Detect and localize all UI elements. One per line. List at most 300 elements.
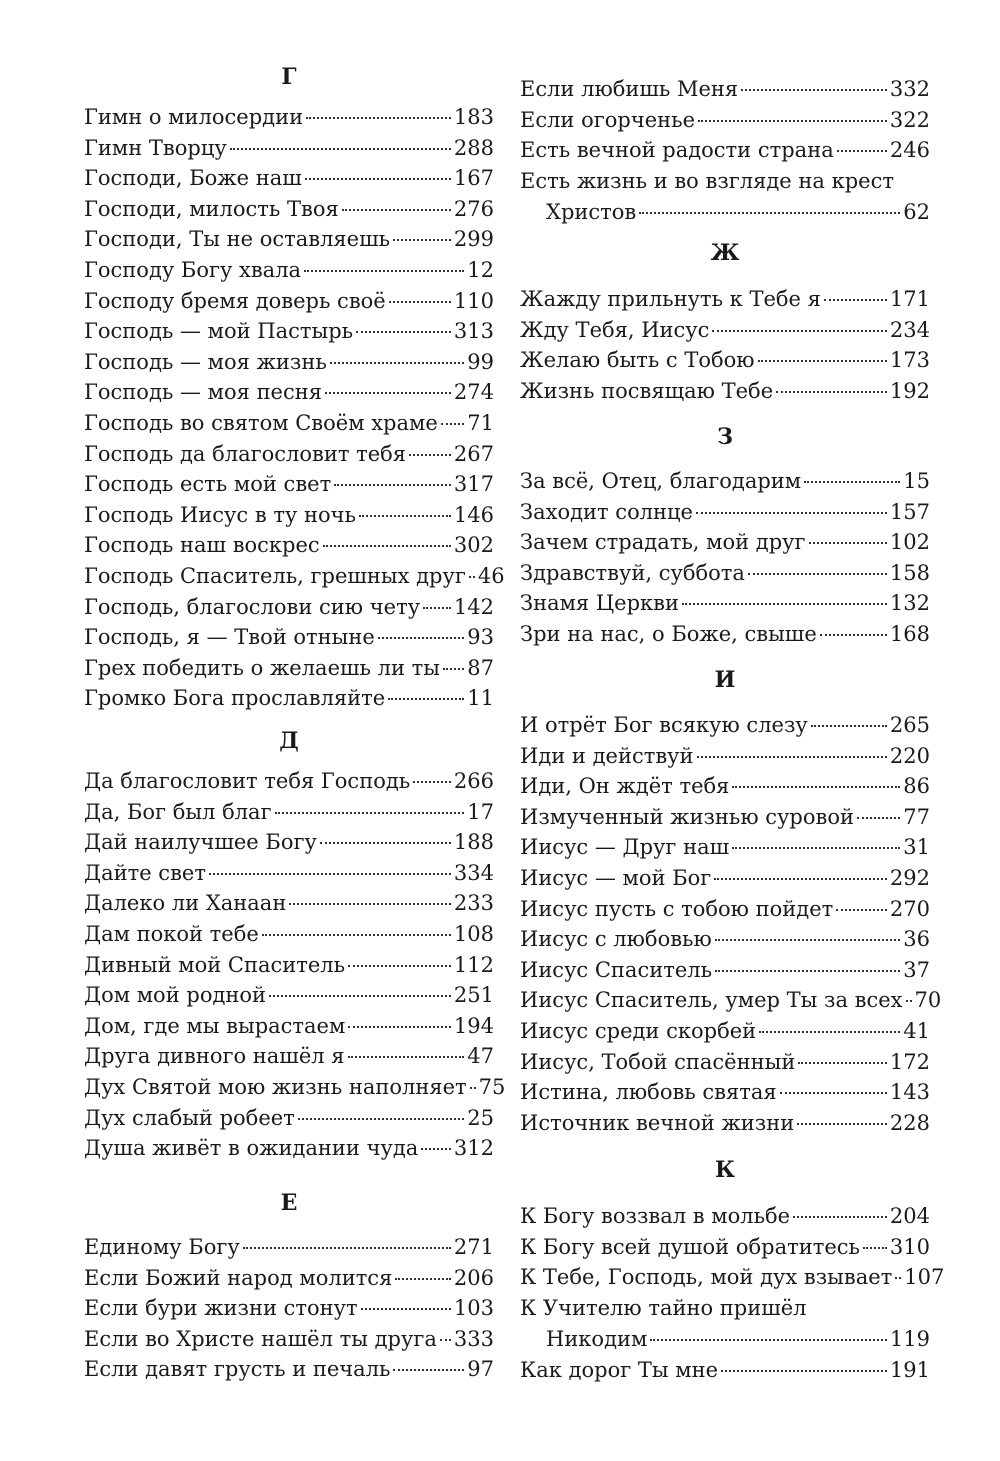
- entry-page-number: 317: [453, 472, 494, 497]
- section-heading-zh: Ж: [710, 240, 740, 266]
- dot-leader: [721, 1370, 887, 1372]
- index-entry: [84, 1263, 494, 1294]
- index-entry: [84, 469, 494, 500]
- entry-page-number: 146: [453, 502, 494, 527]
- dot-leader: [798, 1062, 887, 1064]
- index-entry: [84, 224, 494, 255]
- dot-leader: [741, 89, 887, 91]
- entry-page-number: 192: [889, 378, 930, 403]
- entry-title: Единому Богу: [84, 1235, 240, 1259]
- index-entry: [84, 316, 494, 347]
- dot-leader: [393, 1369, 464, 1371]
- entry-title-line2: Христов: [546, 199, 637, 224]
- entry-title: К Богу воззвал в мольбе: [520, 1204, 791, 1228]
- entry-title: Жду Тебя, Иисус: [520, 317, 710, 342]
- index-entry: [84, 950, 494, 981]
- index-entry: [520, 1262, 945, 1293]
- dot-leader: [393, 239, 451, 241]
- dot-leader: [304, 270, 464, 272]
- entry-page-number: 188: [453, 830, 494, 855]
- index-entry: [520, 863, 930, 894]
- entry-title: Дам покой тебе: [84, 921, 259, 946]
- entry-page-number: 246: [889, 138, 930, 163]
- entry-page-number: 112: [453, 952, 494, 977]
- dot-leader: [793, 1216, 887, 1218]
- entry-page-number: 276: [453, 196, 494, 221]
- index-entry: [520, 1201, 930, 1232]
- dot-leader: [378, 637, 464, 639]
- entry-page-number: 333: [453, 1326, 494, 1351]
- index-entry: [520, 588, 930, 619]
- entry-page-number: 93: [467, 625, 494, 650]
- entry-page-number: 77: [903, 804, 930, 829]
- section-heading-k: К: [714, 1157, 735, 1183]
- entry-title: Жажду прильнуть к Тебе я: [520, 287, 821, 311]
- entry-page-number: 288: [453, 135, 494, 160]
- entry-title: Господь наш воскрес: [84, 533, 320, 558]
- dot-leader: [836, 909, 887, 911]
- entry-page-number: 292: [889, 865, 930, 890]
- entry-page-number: 322: [889, 107, 930, 132]
- dot-leader: [230, 148, 451, 150]
- entry-title: Иди, Он ждёт тебя: [520, 774, 730, 799]
- entry-page-number: 62: [903, 199, 930, 224]
- entry-title: Гимн Творцу: [84, 135, 227, 160]
- entry-title: Душа живёт в ожидании чуда: [84, 1136, 419, 1161]
- entry-title: Жизнь посвящаю Тебе: [520, 378, 774, 403]
- index-entry: [520, 924, 930, 955]
- entry-title: Господь во святом Своём храме: [84, 410, 438, 435]
- dot-leader: [732, 786, 900, 788]
- section-g-list: [84, 102, 505, 714]
- entry-title: Заходит солнце: [520, 499, 693, 524]
- dot-leader: [824, 299, 887, 301]
- index-entry: [84, 797, 494, 828]
- entry-title: Если огорченье: [520, 107, 696, 132]
- index-entry: [520, 710, 930, 741]
- entry-page-number: 167: [453, 166, 494, 191]
- entry-page-number: 302: [453, 533, 494, 558]
- index-entry: [520, 771, 930, 802]
- dot-leader: [811, 725, 887, 727]
- entry-page-number: 157: [889, 499, 930, 524]
- section-i-list: [520, 710, 942, 1138]
- entry-page-number: 108: [453, 921, 494, 946]
- index-entry: [520, 135, 930, 166]
- entry-title: Иисус среди скорбей: [520, 1018, 757, 1043]
- entry-page-number: 107: [904, 1265, 945, 1290]
- dot-leader: [348, 1056, 465, 1058]
- entry-page-number: 87: [467, 655, 494, 680]
- dot-leader: [857, 817, 900, 819]
- dot-leader: [714, 878, 887, 880]
- index-entry: [84, 683, 494, 714]
- entry-title: И отрёт Бог всякую слезу: [520, 713, 808, 737]
- entry-title: Господу бремя доверь своё: [84, 288, 386, 313]
- dot-leader: [334, 484, 451, 486]
- index-entry: [520, 741, 930, 772]
- index-entry: [520, 315, 930, 346]
- entry-page-number: 142: [453, 594, 494, 619]
- entry-title: Господь — мой Пастырь: [84, 319, 354, 344]
- index-entry: [84, 1354, 494, 1385]
- index-entry: [84, 980, 494, 1011]
- entry-page-number: 334: [453, 860, 494, 885]
- dot-leader: [809, 542, 887, 544]
- index-entry: [520, 802, 930, 833]
- entry-page-number: 132: [889, 591, 930, 616]
- dot-leader: [469, 576, 475, 578]
- entry-page-number: 228: [889, 1110, 930, 1135]
- entry-title: Далеко ли Ханаан: [84, 891, 287, 916]
- index-entry: [520, 558, 930, 589]
- entry-page-number: 206: [453, 1265, 494, 1290]
- entry-page-number: 25: [467, 1105, 494, 1130]
- index-entry: [520, 284, 930, 315]
- entry-title: Иисус Спаситель: [520, 957, 713, 982]
- entry-page-number: 171: [889, 287, 930, 311]
- dot-leader: [409, 454, 451, 456]
- index-entry: [520, 466, 930, 497]
- index-entry: [84, 1324, 494, 1355]
- index-entry: [520, 105, 930, 136]
- dot-leader: [298, 1118, 464, 1120]
- entry-title: Знамя Церкви: [520, 591, 679, 616]
- section-k-list: [520, 1201, 945, 1293]
- entry-page-number: 158: [889, 560, 930, 585]
- entry-title: За всё, Отец, благодарим: [520, 469, 802, 493]
- entry-page-number: 86: [903, 774, 930, 799]
- index-entry: [520, 832, 930, 863]
- index-entry: [520, 1232, 930, 1263]
- entry-page-number: 119: [889, 1326, 930, 1351]
- dot-leader: [323, 545, 451, 547]
- entry-title: Да, Бог был благ: [84, 799, 272, 824]
- entry-title: Господь есть мой свет: [84, 472, 332, 497]
- section-k-two-line: [520, 1293, 930, 1354]
- entry-page-number: 251: [453, 983, 494, 1008]
- dot-leader: [776, 391, 887, 393]
- dot-leader: [330, 362, 465, 364]
- dot-leader: [732, 847, 900, 849]
- dot-leader: [470, 1087, 476, 1089]
- entry-title-line1: К Учителю тайно пришёл: [520, 1296, 807, 1320]
- entry-page-number: 12: [467, 257, 494, 282]
- entry-title: Желаю быть с Тобою: [520, 348, 755, 373]
- entry-title: Источник вечной жизни: [520, 1110, 795, 1135]
- dot-leader: [682, 603, 887, 605]
- index-entry: [520, 1047, 930, 1078]
- section-k-after-list: [520, 1355, 930, 1386]
- dot-leader: [758, 360, 887, 362]
- entry-title: Иисус с любовью: [520, 927, 712, 952]
- entry-title: Дивный мой Спаситель: [84, 952, 346, 977]
- index-entry: [84, 347, 494, 378]
- entry-title: Зачем страдать, мой друг: [520, 530, 806, 555]
- dot-leader: [715, 939, 901, 941]
- section-heading-i: И: [714, 667, 736, 693]
- entry-page-number: 99: [467, 349, 494, 374]
- entry-title: Если давят грусть и печаль: [84, 1357, 391, 1382]
- entry-page-number: 194: [453, 1013, 494, 1038]
- dot-leader: [388, 698, 464, 700]
- index-entry: [520, 527, 930, 558]
- entry-title: Есть вечной радости страна: [520, 138, 834, 163]
- entry-title: К Тебе, Господь, мой дух взывает: [520, 1265, 893, 1290]
- entry-page-number: 204: [889, 1204, 930, 1228]
- entry-title: Дайте свет: [84, 860, 206, 885]
- dot-leader: [389, 301, 451, 303]
- dot-leader: [356, 331, 451, 333]
- section-heading-d: Д: [279, 728, 299, 754]
- dot-leader: [443, 668, 464, 670]
- entry-page-number: 70: [914, 988, 942, 1013]
- dot-leader: [712, 330, 886, 332]
- entry-title: Иди и действуй: [520, 743, 694, 768]
- entry-title: Друга дивного нашёл я: [84, 1044, 345, 1069]
- index-entry: [84, 766, 494, 797]
- dot-leader: [906, 1000, 912, 1002]
- entry-page-number: 37: [903, 957, 930, 982]
- dot-leader: [863, 1247, 887, 1249]
- index-entry: [520, 985, 942, 1016]
- entry-title-line1: Есть жизнь и во взгляде на крест: [520, 169, 894, 193]
- index-entry: [520, 74, 930, 105]
- dot-leader: [697, 756, 887, 758]
- dot-leader: [209, 873, 451, 875]
- entry-title: Господь, я — Твой отныне: [84, 625, 375, 650]
- entry-title: Господь — моя песня: [84, 380, 322, 405]
- index-entry: [84, 102, 494, 133]
- entry-page-number: 270: [889, 896, 930, 921]
- entry-page-number: 75: [478, 1074, 506, 1099]
- index-entry: [84, 1133, 494, 1164]
- entry-page-number: 11: [467, 686, 494, 711]
- entry-title: Если любишь Меня: [520, 77, 739, 101]
- entry-page-number: 191: [889, 1358, 930, 1382]
- entry-page-number: 110: [453, 288, 494, 313]
- entry-title-line2: Никодим: [546, 1326, 648, 1351]
- entry-title: Иисус пусть с тобою пойдет: [520, 896, 834, 921]
- entry-title: Здравствуй, суббота: [520, 560, 745, 585]
- index-entry: [520, 166, 930, 227]
- entry-title: Дух Святой мою жизнь наполняет: [84, 1074, 467, 1099]
- index-entry: [84, 919, 494, 950]
- dot-leader: [698, 120, 887, 122]
- section-heading-e: Е: [280, 1190, 298, 1216]
- entry-page-number: 31: [903, 835, 930, 860]
- entry-page-number: 103: [453, 1296, 494, 1321]
- entry-page-number: 313: [453, 319, 494, 344]
- entry-title: Дом, где мы вырастаем: [84, 1013, 346, 1038]
- entry-page-number: 15: [903, 469, 930, 493]
- index-entry: [84, 1041, 494, 1072]
- entry-title: Господи, милость Твоя: [84, 196, 339, 221]
- entry-page-number: 233: [453, 891, 494, 916]
- entry-title: Иисус, Тобой спасённый: [520, 1049, 796, 1074]
- section-zh-list: [520, 284, 930, 406]
- entry-title: Истина, любовь святая: [520, 1080, 777, 1105]
- section-z-list: [520, 466, 930, 650]
- entry-page-number: 41: [903, 1018, 930, 1043]
- entry-page-number: 102: [889, 530, 930, 555]
- section-e-continued-two-line: [520, 166, 930, 227]
- entry-title: Господу Богу хвала: [84, 257, 302, 282]
- index-entry: [84, 163, 494, 194]
- entry-title: Дай наилучшее Богу: [84, 830, 317, 855]
- entry-page-number: 168: [889, 621, 930, 646]
- index-entry: [84, 133, 494, 164]
- entry-page-number: 17: [467, 799, 494, 824]
- dot-leader: [325, 392, 451, 394]
- index-entry: [520, 1077, 930, 1108]
- dot-leader: [650, 1339, 887, 1341]
- entry-page-number: 267: [453, 441, 494, 466]
- index-entry: [84, 561, 505, 592]
- dot-leader: [275, 812, 465, 814]
- entry-page-number: 271: [453, 1235, 494, 1259]
- section-heading-g: Г: [281, 64, 297, 90]
- index-entry: [84, 858, 494, 889]
- index-entry: [84, 286, 494, 317]
- index-entry: [84, 377, 494, 408]
- dot-leader: [289, 903, 451, 905]
- index-entry: [84, 408, 494, 439]
- index-entry: [84, 194, 494, 225]
- entry-title: Если бури жизни стонут: [84, 1296, 358, 1321]
- index-entry: [84, 653, 494, 684]
- section-e-continued-list: [520, 74, 930, 166]
- entry-title: Дух слабый робеет: [84, 1105, 295, 1130]
- entry-title: Иисус — Друг наш: [520, 835, 730, 860]
- dot-leader: [262, 934, 451, 936]
- entry-title: Как дорог Ты мне: [520, 1358, 719, 1382]
- dot-leader: [696, 512, 887, 514]
- dot-leader: [780, 1092, 887, 1094]
- index-entry: [84, 1011, 494, 1042]
- entry-page-number: 47: [467, 1044, 494, 1069]
- entry-title: Иисус — мой Бог: [520, 865, 712, 890]
- entry-title: Иисус Спаситель, умер Ты за всех: [520, 988, 903, 1013]
- index-entry: [84, 255, 494, 286]
- entry-page-number: 332: [889, 77, 930, 101]
- dot-leader: [359, 515, 451, 517]
- entry-page-number: 220: [889, 743, 930, 768]
- entry-page-number: 312: [453, 1136, 494, 1161]
- entry-title: Если Божий народ молится: [84, 1265, 393, 1290]
- dot-leader: [820, 634, 887, 636]
- entry-title: Господи, Боже наш: [84, 166, 302, 191]
- dot-leader: [895, 1277, 901, 1279]
- dot-leader: [748, 573, 887, 575]
- entry-page-number: 266: [453, 769, 494, 793]
- index-entry: [520, 1355, 930, 1386]
- dot-leader: [342, 209, 451, 211]
- entry-page-number: 310: [889, 1234, 930, 1259]
- entry-title: Да благословит тебя Господь: [84, 769, 411, 793]
- dot-leader: [306, 117, 451, 119]
- dot-leader: [423, 607, 451, 609]
- dot-leader: [715, 970, 900, 972]
- index-entry: [520, 955, 930, 986]
- dot-leader: [440, 1339, 451, 1341]
- section-heading-z: З: [717, 424, 733, 450]
- entry-title: Если во Христе нашёл ты друга: [84, 1326, 437, 1351]
- dot-leader: [421, 1148, 451, 1150]
- dot-leader: [269, 995, 451, 997]
- index-entry: [520, 497, 930, 528]
- index-entry: [84, 500, 494, 531]
- entry-title: Господь да благословит тебя: [84, 441, 407, 466]
- dot-leader: [797, 1123, 887, 1125]
- index-entry: [520, 619, 930, 650]
- dot-leader: [804, 481, 900, 483]
- entry-page-number: 183: [453, 105, 494, 129]
- dot-leader: [243, 1247, 451, 1249]
- dot-leader: [395, 1278, 451, 1280]
- index-entry: [84, 530, 494, 561]
- entry-title: Зри на нас, о Боже, свыше: [520, 621, 817, 646]
- entry-page-number: 173: [889, 348, 930, 373]
- index-entry: [84, 439, 494, 470]
- entry-page-number: 172: [889, 1049, 930, 1074]
- index-entry: [84, 622, 494, 653]
- entry-title: Громко Бога прославляйте: [84, 686, 386, 711]
- entry-page-number: 234: [889, 317, 930, 342]
- section-e-list: [84, 1232, 494, 1385]
- entry-title: Господь Иисус в ту ночь: [84, 502, 356, 527]
- entry-title: Грех победить о желаешь ли ты: [84, 655, 440, 680]
- dot-leader: [639, 212, 900, 214]
- entry-page-number: 36: [903, 927, 930, 952]
- index-entry: [520, 345, 930, 376]
- index-entry: [520, 1016, 930, 1047]
- entry-title: Господь Спаситель, грешных друг: [84, 563, 466, 588]
- dot-leader: [305, 178, 451, 180]
- entry-title: Измученный жизнью суровой: [520, 804, 854, 829]
- dot-leader: [361, 1308, 451, 1310]
- entry-page-number: 299: [453, 227, 494, 252]
- dot-leader: [348, 965, 451, 967]
- dot-leader: [759, 1031, 900, 1033]
- index-entry: [84, 888, 494, 919]
- dot-leader: [441, 423, 464, 425]
- dot-leader: [413, 781, 451, 783]
- index-entry: [520, 376, 930, 407]
- index-entry: [84, 1293, 494, 1324]
- entry-title: Гимн о милосердии: [84, 105, 304, 129]
- index-entry: [520, 894, 930, 925]
- entry-page-number: 143: [889, 1080, 930, 1105]
- entry-page-number: 46: [477, 563, 505, 588]
- entry-title: Господи, Ты не оставляешь: [84, 227, 391, 252]
- index-entry: [84, 1072, 506, 1103]
- entry-title: Господь — моя жизнь: [84, 349, 327, 374]
- index-entry: [84, 827, 494, 858]
- dot-leader: [837, 150, 887, 152]
- index-entry: [84, 1232, 494, 1263]
- dot-leader: [320, 842, 451, 844]
- index-entry: [84, 592, 494, 623]
- dot-leader: [348, 1026, 451, 1028]
- entry-page-number: 97: [467, 1357, 494, 1382]
- index-entry: [84, 1103, 494, 1134]
- entry-title: К Богу всей душой обратитесь: [520, 1234, 860, 1259]
- entry-page-number: 274: [453, 380, 494, 405]
- entry-page-number: 71: [467, 410, 494, 435]
- section-d-list: [84, 766, 506, 1164]
- entry-title: Дом мой родной: [84, 983, 267, 1008]
